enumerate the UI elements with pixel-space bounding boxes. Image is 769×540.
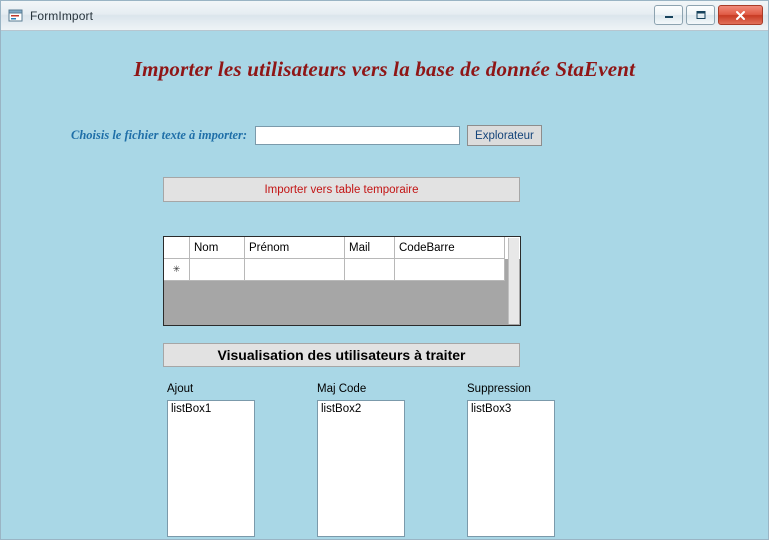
label-ajout: Ajout [167,383,194,395]
form-icon [8,8,24,24]
table-row[interactable] [164,259,520,281]
new-row-asterisk-icon: ✳ [172,264,181,274]
file-chooser-row [71,125,542,146]
page-title: Importer les utilisateurs vers la base de donnée StaEvent [133,57,636,81]
window-title: FormImport [30,8,94,23]
listbox-ajout[interactable] [167,400,255,537]
grid-vertical-scrollbar[interactable] [508,238,519,324]
grid-cell-codebarre[interactable] [395,259,505,281]
list-column-ajout [167,383,255,537]
minimize-icon[interactable] [654,5,683,25]
grid-cell-mail[interactable] [345,259,395,281]
list-column-suppression [467,383,555,537]
choose-file-label: Choisis le fichier texte à importer: [71,128,248,142]
maximize-icon[interactable] [686,5,715,25]
import-to-temp-table-button[interactable]: Importer vers table temporaire [163,177,520,202]
list-item[interactable]: listBox3 [471,403,512,415]
list-item[interactable]: listBox2 [321,403,362,415]
label-suppression: Suppression [467,383,531,395]
list-column-maj-code [317,383,405,537]
file-path-input[interactable] [255,126,460,145]
window-controls [654,5,763,25]
grid-header-nom[interactable]: Nom [190,237,245,259]
close-icon[interactable] [718,5,763,25]
listbox-maj-code[interactable] [317,400,405,537]
grid-header-codebarre[interactable]: CodeBarre [395,237,505,259]
listbox-suppression[interactable] [467,400,555,537]
grid-new-row-marker [164,259,190,281]
grid-header-mail[interactable]: Mail [345,237,395,259]
data-grid-body [164,237,520,325]
lists-section [167,383,587,537]
data-grid-header-row [164,237,520,259]
visualize-users-button[interactable]: Visualisation des utilisateurs à traiter [163,343,520,367]
grid-header-select [164,237,190,259]
users-data-grid[interactable] [163,236,521,326]
explorer-button[interactable]: Explorateur [467,125,542,146]
grid-header-prenom[interactable]: Prénom [245,237,345,259]
form-client-area [1,31,768,539]
list-item[interactable]: listBox1 [171,403,212,415]
title-bar [1,1,768,31]
grid-cell-nom[interactable] [190,259,245,281]
label-maj-code: Maj Code [317,383,367,395]
grid-cell-prenom[interactable] [245,259,345,281]
